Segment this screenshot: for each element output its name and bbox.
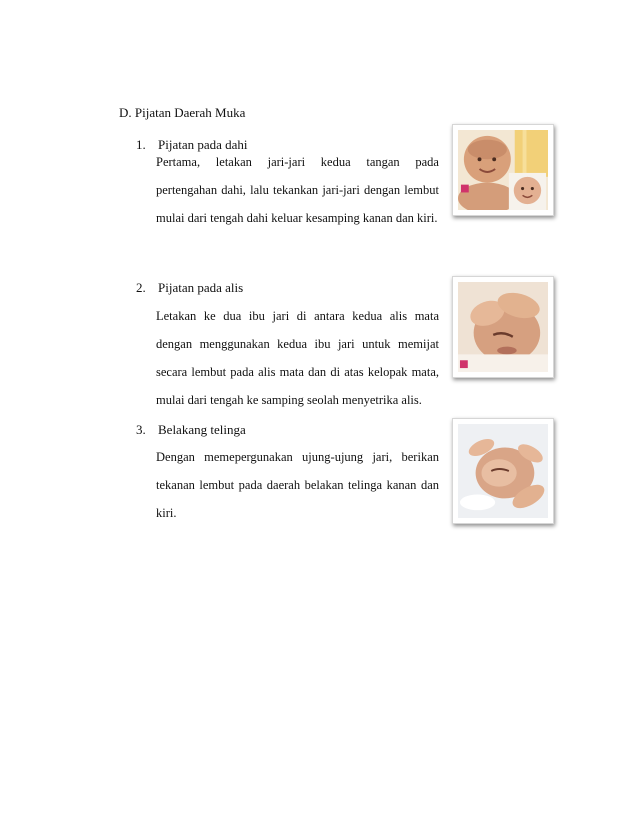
item-1-line: pertengahan dahi, lalu tekankan jari-jari dengan lembut xyxy=(156,183,439,197)
item-2-number: 2. xyxy=(136,280,146,295)
item-3-title-text: Belakang telinga xyxy=(158,422,246,437)
item-1-paragraph xyxy=(156,148,439,232)
item-1-number: 1. xyxy=(136,137,146,152)
item-1-line: mulai dari tengah dahi keluar kesamping kanan dan kiri. xyxy=(156,211,438,225)
item-2-paragraph xyxy=(156,302,439,414)
item-2-line: secara lembut pada alis mata dan di atas kelopak mata, xyxy=(156,365,439,379)
section-heading: D. Pijatan Daerah Muka xyxy=(119,105,246,120)
baby-eyebrow-massage-icon xyxy=(458,282,548,372)
item-2-line: Letakan ke dua ibu jari di antara kedua alis mata xyxy=(156,309,439,323)
item-3-number: 3. xyxy=(136,422,146,437)
item-3-line: tekanan lembut pada daerah belakan telinga kanan dan xyxy=(156,478,439,492)
item-3-paragraph xyxy=(156,443,439,527)
item-3-line: kiri. xyxy=(156,506,177,520)
item-2-line: dengan menggunakan kedua ibu jari untuk memijat xyxy=(156,337,439,351)
item-2-line: mulai dari tengah ke samping seolah menyetrika alis. xyxy=(156,393,422,407)
baby-behind-ear-massage-icon xyxy=(458,424,548,518)
item-3-title xyxy=(136,422,246,438)
baby-eyebrow-massage-photo xyxy=(452,276,554,378)
item-1-line: Pertama, letakan jari-jari kedua tangan pada xyxy=(156,155,439,169)
item-3-line: Dengan memepergunakan ujung-ujung jari, berikan xyxy=(156,450,439,464)
item-2-title xyxy=(136,280,243,296)
baby-forehead-massage-photo xyxy=(452,124,554,216)
baby-forehead-massage-icon xyxy=(458,130,548,210)
item-1-title-text: Pijatan pada dahi xyxy=(158,137,248,152)
item-2-title-text: Pijatan pada alis xyxy=(158,280,244,295)
baby-behind-ear-massage-photo xyxy=(452,418,554,524)
